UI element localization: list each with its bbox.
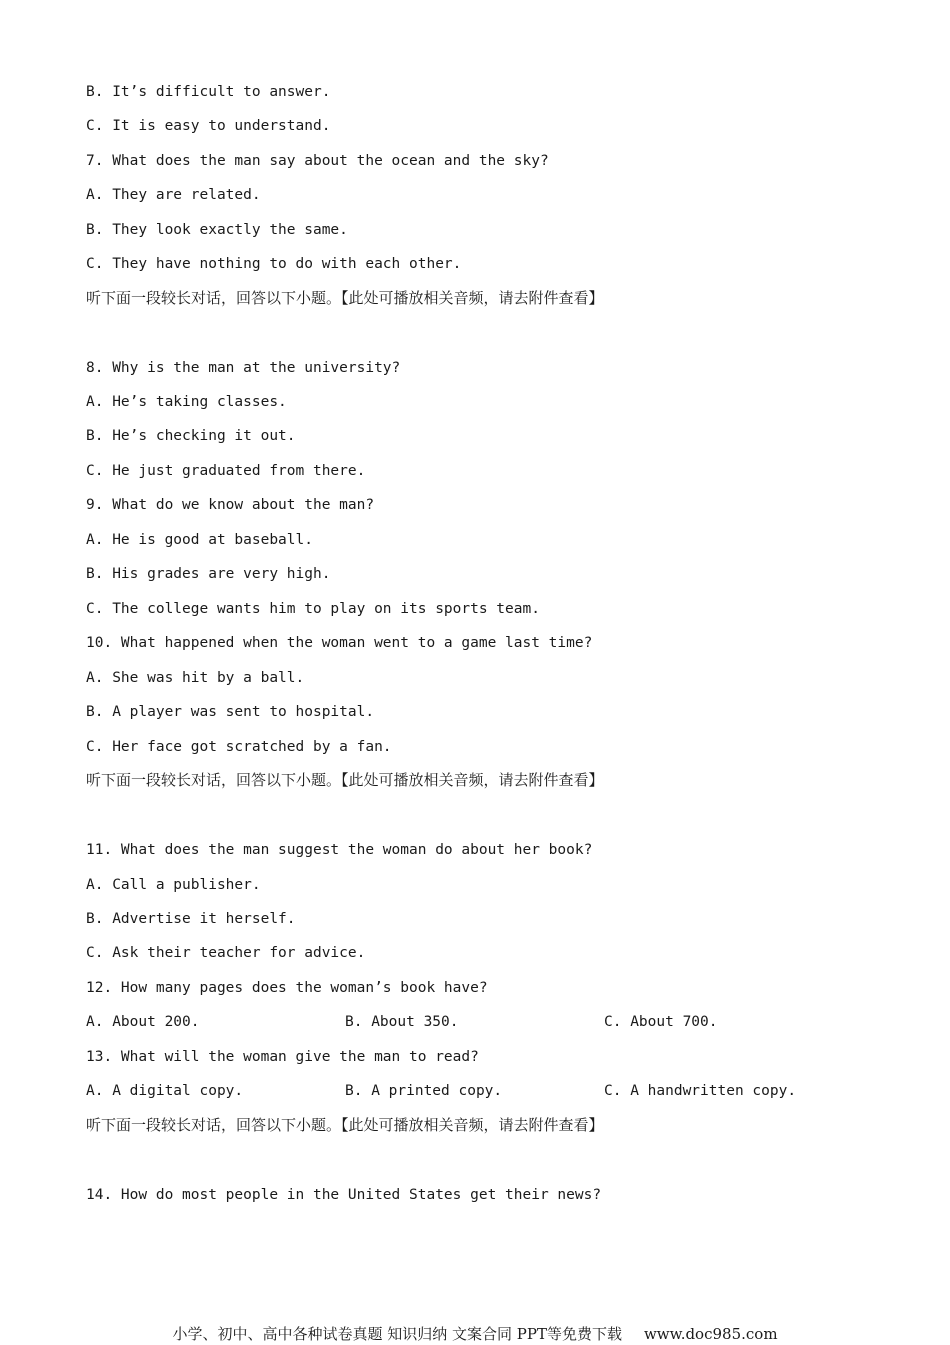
q12-options-row bbox=[86, 1011, 866, 1033]
option-6b: B. It’s difficult to answer. bbox=[86, 84, 331, 100]
option-9a: A. He is good at baseball. bbox=[86, 532, 313, 548]
option-10c: C. Her face got scratched by a fan. bbox=[86, 739, 392, 755]
section-instruction: 听下面一段较长对话，回答以下小题。【此处可播放相关音频，请去附件查看】 bbox=[86, 771, 604, 789]
option-13b: B. A printed copy. bbox=[345, 1083, 503, 1099]
option-10a: A. She was hit by a ball. bbox=[86, 670, 305, 686]
option-11b: B. Advertise it herself. bbox=[86, 911, 296, 927]
question-8: 8. Why is the man at the university? bbox=[86, 360, 401, 376]
option-13c: C. A handwritten copy. bbox=[604, 1083, 797, 1099]
question-7: 7. What does the man say about the ocean and the sky? bbox=[86, 153, 549, 169]
q13-options-row bbox=[86, 1080, 866, 1102]
option-6c: C. It is easy to understand. bbox=[86, 118, 331, 134]
option-12c: C. About 700. bbox=[604, 1014, 718, 1030]
option-9c: C. The college wants him to play on its sports team. bbox=[86, 601, 540, 617]
option-11c: C. Ask their teacher for advice. bbox=[86, 945, 366, 961]
option-12b: B. About 350. bbox=[345, 1014, 459, 1030]
question-10: 10. What happened when the woman went to a game last time? bbox=[86, 635, 593, 651]
option-9b: B. His grades are very high. bbox=[86, 566, 331, 582]
option-13a: A. A digital copy. bbox=[86, 1083, 244, 1099]
option-10b: B. A player was sent to hospital. bbox=[86, 704, 375, 720]
question-12: 12. How many pages does the woman’s book have? bbox=[86, 980, 488, 996]
option-12a: A. About 200. bbox=[86, 1014, 200, 1030]
page-footer bbox=[0, 1323, 950, 1345]
option-11a: A. Call a publisher. bbox=[86, 877, 261, 893]
question-14: 14. How do most people in the United States get their news? bbox=[86, 1187, 602, 1203]
footer-text: 小学、初中、高中各种试卷真题 知识归纳 文案合同 PPT等免费下载 bbox=[172, 1325, 622, 1343]
option-7c: C. They have nothing to do with each other. bbox=[86, 256, 462, 272]
option-7a: A. They are related. bbox=[86, 187, 261, 203]
section-instruction: 听下面一段较长对话，回答以下小题。【此处可播放相关音频，请去附件查看】 bbox=[86, 1116, 604, 1134]
question-11: 11. What does the man suggest the woman do about her book? bbox=[86, 842, 593, 858]
footer-link[interactable]: www.doc985.com bbox=[643, 1325, 778, 1343]
option-8c: C. He just graduated from there. bbox=[86, 463, 366, 479]
option-7b: B. They look exactly the same. bbox=[86, 222, 348, 238]
question-9: 9. What do we know about the man? bbox=[86, 497, 375, 513]
option-8a: A. He’s taking classes. bbox=[86, 394, 287, 410]
option-8b: B. He’s checking it out. bbox=[86, 428, 296, 444]
section-instruction: 听下面一段较长对话，回答以下小题。【此处可播放相关音频，请去附件查看】 bbox=[86, 289, 604, 307]
question-13: 13. What will the woman give the man to read? bbox=[86, 1049, 479, 1065]
